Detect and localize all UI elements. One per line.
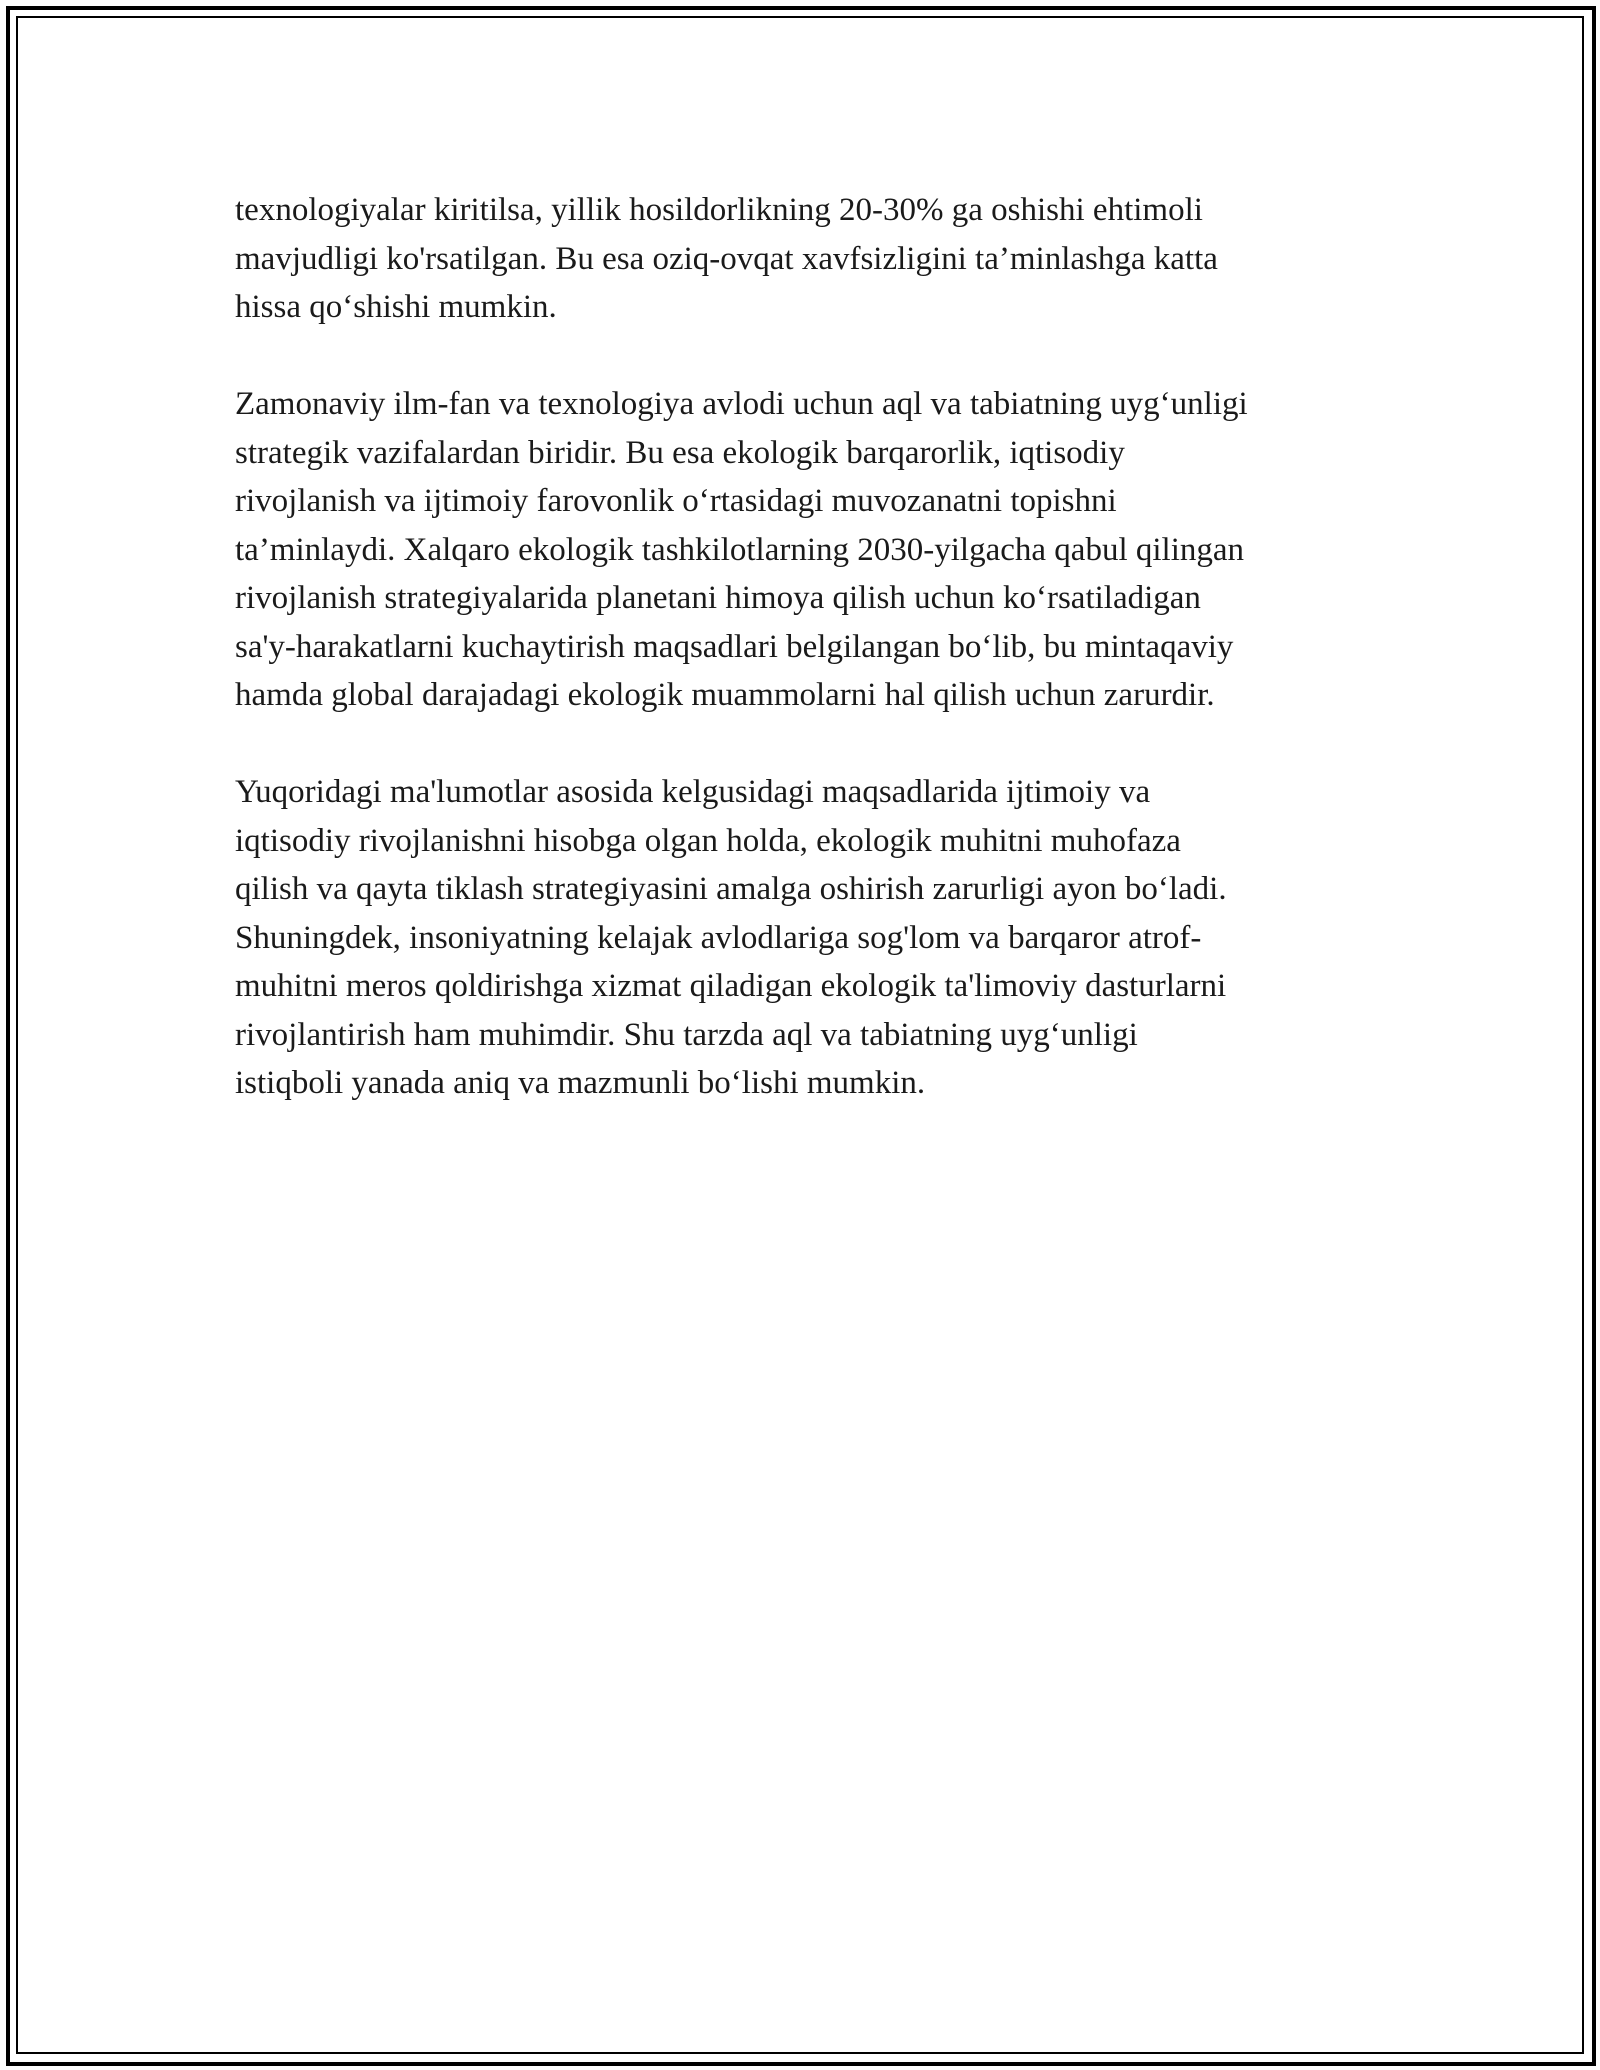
paragraph-2: Zamonaviy ilm-fan va texnologiya avlodi uchun aql va tabiatning uyg‘unligi strategik vazifalardan biridir. Bu esa ekologik barqarorlik, iqtisodiy rivojlanish va ijtimoiy farovonlik o‘rtasidagi muvozanatni topishni ta’minlaydi. Xalqaro ekologik tashkilotlarning 2030-yilgacha qabul qilingan rivojlanish strategiyalarida planetani himoya qilish uchun ko‘rsatiladigan sa'y-harakatlarni kuchaytirish maqsadlari belgilangan bo‘lib, bu mintaqaviy hamda global darajadagi ekologik muammolarni hal qilish uchun zarurdir.: [235, 386, 1248, 713]
document-body: [235, 186, 1375, 1156]
paragraph-1: texnologiyalar kiritilsa, yillik hosildorlikning 20-30% ga oshishi ehtimoli mavjudligi ko'rsatilgan. Bu esa oziq-ovqat xavfsizligini ta’minlashga katta hissa qo‘shishi mumkin.: [235, 192, 1218, 325]
paragraph-3: Yuqoridagi ma'lumotlar asosida kelgusidagi maqsadlarida ijtimoiy va iqtisodiy rivojlanishni hisobga olgan holda, ekologik muhitni muhofaza qilish va qayta tiklash strategiyasini amalga oshirish zarurligi ayon bo‘ladi. Shuningdek, insoniyatning kelajak avlodlariga sog'lom va barqaror atrof- muhitni meros qoldirishga xizmat qiladigan ekologik ta'limoviy dasturlarni rivojlantirish ham muhimdir. Shu tarzda aql va tabiatning uyg‘unligi istiqboli yanada aniq va mazmunli bo‘lishi mumkin.: [235, 774, 1227, 1101]
